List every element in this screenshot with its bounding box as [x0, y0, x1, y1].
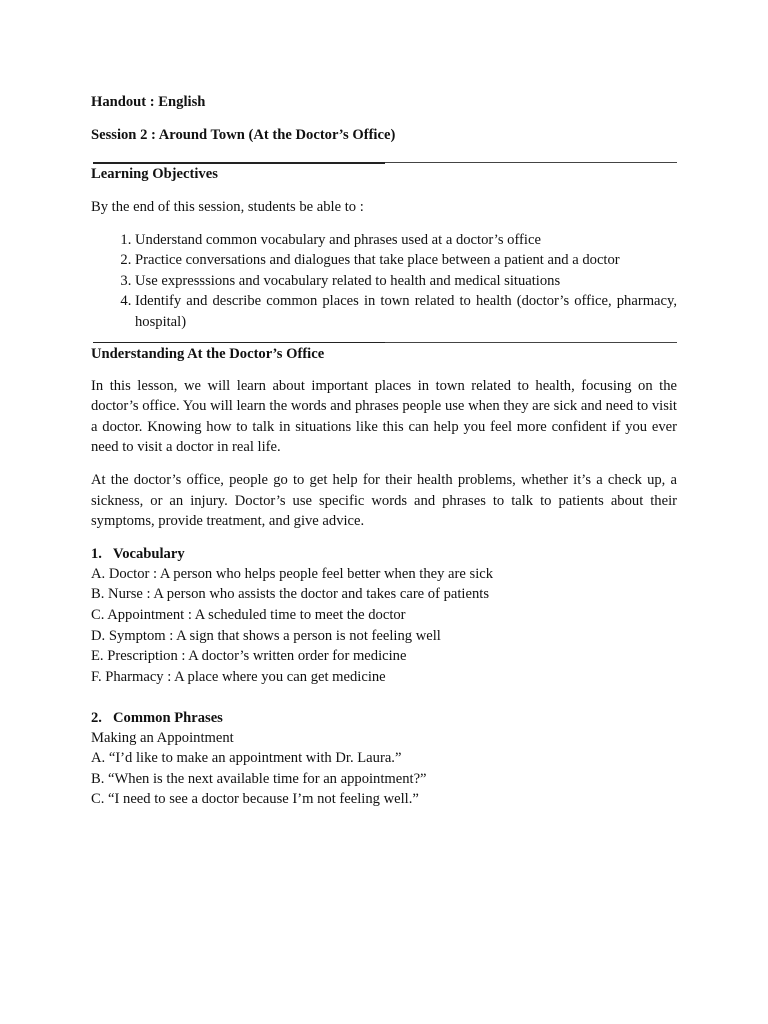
session-title: Session 2 : Around Town (At the Doctor’s Office) — [91, 127, 396, 143]
phrase-item: A. “I’d like to make an appointment with Dr. Laura.” — [91, 750, 402, 767]
section-title-text: Vocabulary — [113, 545, 185, 562]
phrase-item: C. “I need to see a doctor because I’m not feeling well.” — [91, 791, 419, 808]
phrases-subheading: Making an Appointment — [91, 730, 234, 747]
vocabulary-item: B. Nurse : A person who assists the doctor and takes care of patients — [91, 586, 489, 603]
objective-item: 1. Understand common vocabulary and phrases used at a doctor’s office — [135, 230, 677, 251]
understanding-heading: Understanding At the Doctor’s Office — [91, 345, 325, 362]
phrase-item: B. “When is the next available time for an appointment?” — [91, 770, 427, 787]
objective-item: 4. Identify and describe common places in town related to health (doctor’s office, pharmacy, hospital) — [135, 291, 677, 332]
section-title-text: Common Phrases — [113, 710, 223, 727]
vocabulary-item: C. Appointment : A scheduled time to meet the doctor — [91, 606, 406, 623]
objectives-list — [91, 230, 677, 333]
vocabulary-item: D. Symptom : A sign that shows a person is not feeling well — [91, 627, 441, 644]
vocabulary-list — [91, 564, 677, 688]
section-divider — [93, 162, 677, 164]
objective-item: 2. Practice conversations and dialogues that take place between a patient and a doctor — [135, 250, 677, 271]
vocabulary-item: A. Doctor : A person who helps people feel better when they are sick — [91, 565, 494, 582]
phrases-list — [91, 748, 677, 810]
vocabulary-item: F. Pharmacy : A place where you can get medicine — [91, 668, 386, 685]
vocabulary-heading — [91, 544, 677, 564]
handout-page — [91, 92, 677, 810]
learning-objectives-heading: Learning Objectives — [91, 166, 218, 182]
objectives-intro: By the end of this session, students be able to : — [91, 199, 364, 215]
section-divider — [93, 342, 677, 344]
vocabulary-item: E. Prescription : A doctor’s written order for medicine — [91, 648, 407, 665]
objective-item: 3. Use expresssions and vocabulary related to health and medical situations — [135, 271, 677, 292]
lesson-paragraph: At the doctor’s office, people go to get help for their health problems, whether it’s a check up, a sickness, or an injury. Doctor’s use specific words and phrases to talk to patients about their symptoms, provide treatment, and give advice. — [91, 471, 677, 530]
handout-title: Handout : English — [91, 94, 206, 110]
section-number: 1. — [91, 545, 102, 562]
section-number: 2. — [91, 710, 102, 727]
lesson-paragraph: In this lesson, we will learn about important places in town related to health, focusing on the doctor’s office. You will learn the words and phrases people use when they are sick and need to visit a doctor. Knowing how to talk in situations like this can help you feel more confident if you ever need to visit a doctor in real life. — [91, 377, 677, 456]
common-phrases-heading — [91, 708, 677, 728]
